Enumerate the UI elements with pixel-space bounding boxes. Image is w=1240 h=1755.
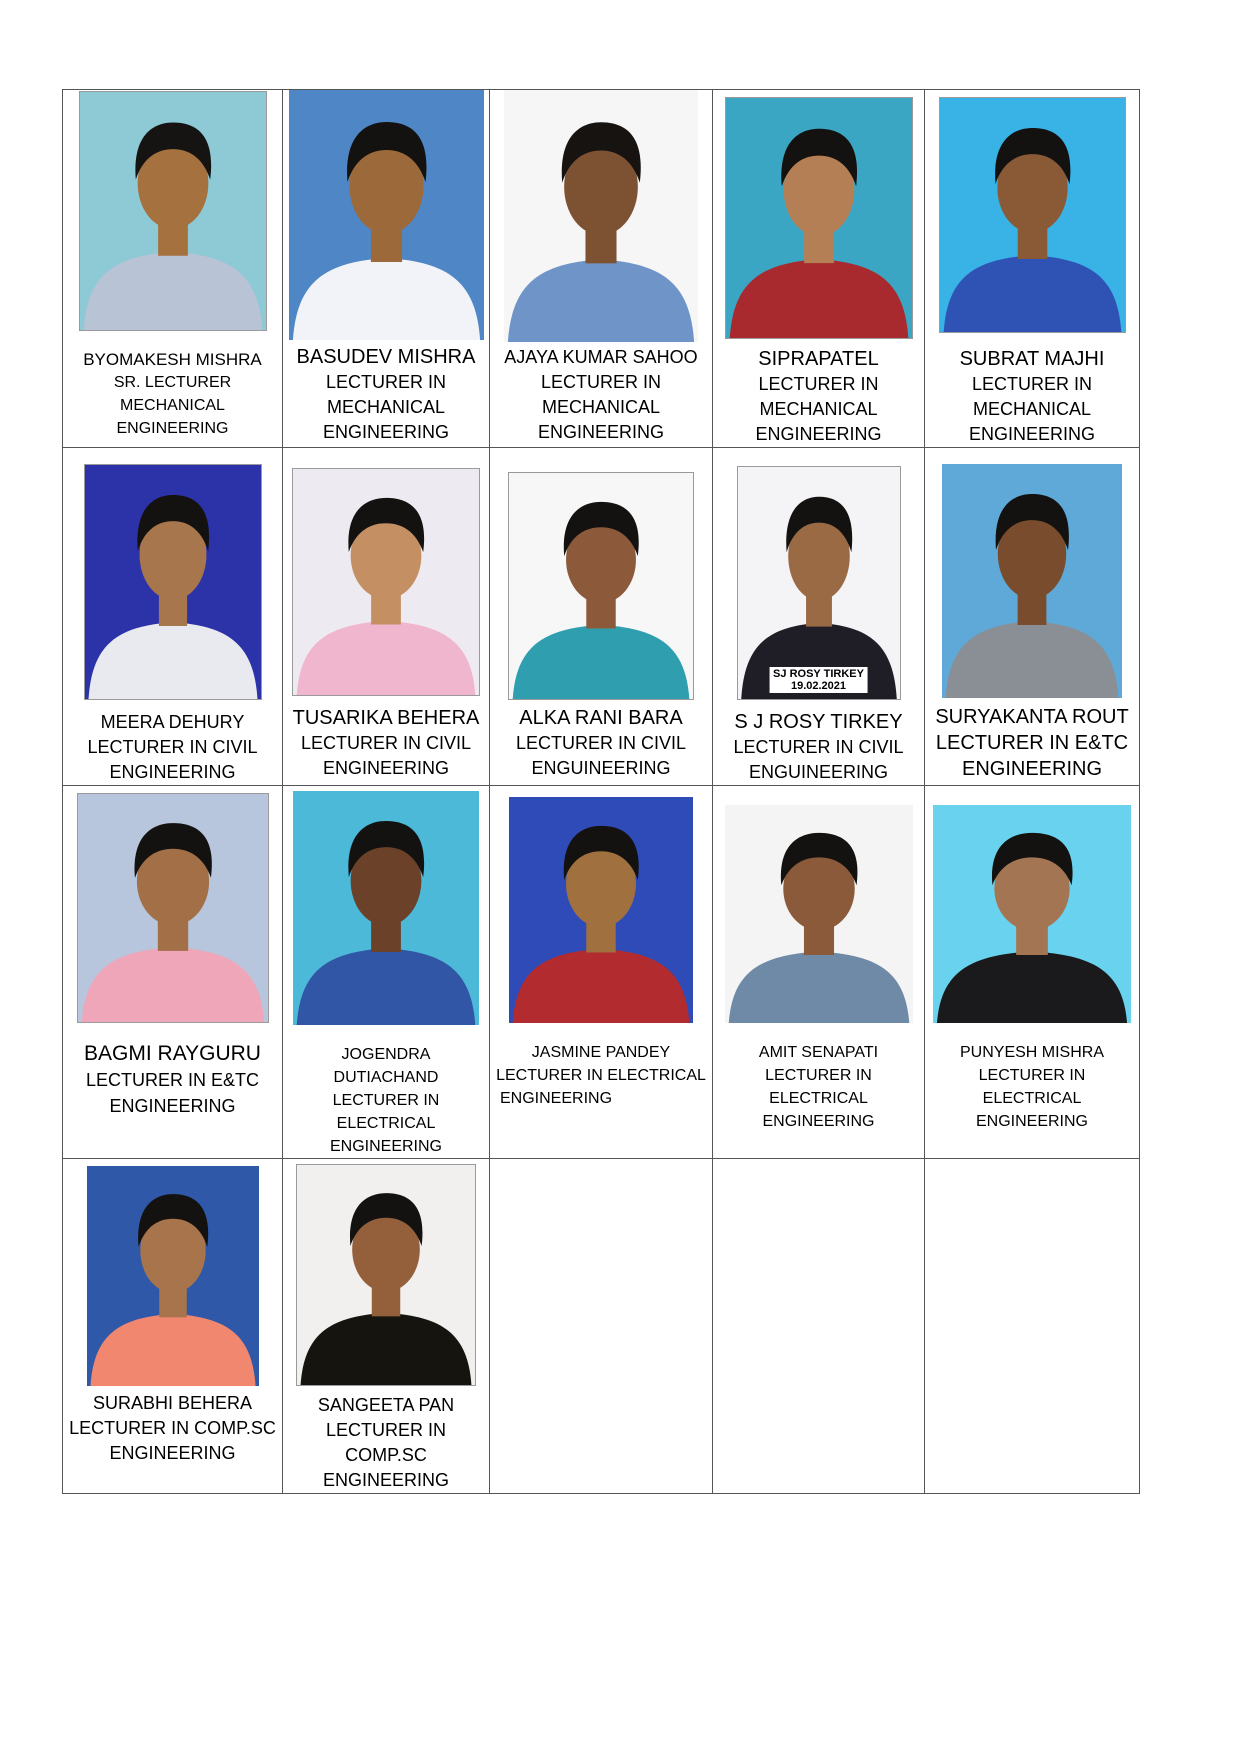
faculty-name: SIPRAPATEL: [758, 348, 879, 370]
faculty-photo: [292, 468, 480, 696]
faculty-department: MECHANICAL: [972, 399, 1092, 419]
faculty-designation: LECTURER IN COMP.SC: [69, 1418, 276, 1438]
faculty-card: [490, 90, 713, 448]
faculty-designation: LECTURER IN: [540, 372, 661, 392]
faculty-caption: [283, 1043, 489, 1158]
faculty-designation: LECTURER IN E&TC: [85, 1070, 260, 1090]
faculty-card: [490, 448, 713, 786]
faculty-name: JASMINE PANDEY: [531, 1044, 671, 1061]
faculty-name: SANGEETA PAN: [317, 1395, 455, 1415]
faculty-department: ENGINEERING: [109, 1443, 236, 1463]
faculty-name: TUSARIKA BEHERA: [292, 707, 480, 729]
faculty-designation: LECTURER IN CIVIL: [515, 733, 687, 753]
faculty-name: AJAYA KUMAR SAHOO: [504, 347, 698, 367]
faculty-department: ENGINEERING: [329, 1138, 442, 1155]
faculty-caption: [63, 348, 282, 440]
faculty-card: [490, 786, 713, 1159]
faculty-caption: [283, 1393, 489, 1493]
faculty-department: ENGINEERING: [109, 1096, 236, 1116]
faculty-row: [63, 90, 1140, 448]
faculty-designation: LECTURER IN CIVIL: [300, 733, 472, 753]
faculty-card: [63, 1159, 283, 1494]
faculty-photo: [504, 90, 698, 342]
faculty-name: SUBRAT MAJHI: [959, 348, 1105, 370]
faculty-caption: [283, 706, 489, 781]
faculty-designation: LECTURER IN E&TC: [935, 732, 1129, 754]
faculty-card: [925, 786, 1140, 1159]
faculty-department: ENGINEERING: [537, 422, 665, 442]
faculty-department: COMP.SC: [345, 1445, 427, 1465]
portrait-illustration: [289, 90, 484, 340]
faculty-caption: [490, 345, 712, 445]
faculty-designation: LECTURER IN: [765, 1067, 872, 1084]
portrait-illustration: [85, 465, 261, 699]
faculty-department: ENGINEERING: [322, 758, 450, 778]
faculty-photo: [725, 97, 913, 339]
faculty-card: [63, 448, 283, 786]
faculty-designation: LECTURER IN: [332, 1092, 440, 1109]
faculty-name: DUTIACHAND: [333, 1069, 439, 1086]
faculty-caption: [490, 706, 712, 781]
faculty-card: [713, 448, 925, 786]
portrait-illustration: [933, 805, 1131, 1023]
faculty-name: PUNYESH MISHRA: [959, 1044, 1105, 1061]
portrait-illustration: [297, 1165, 475, 1385]
faculty-name: JOGENDRA: [341, 1046, 431, 1063]
faculty-department: MECHANICAL: [326, 397, 446, 417]
faculty-caption: [713, 710, 924, 785]
faculty-name: ALKA RANI BARA: [519, 707, 683, 729]
faculty-department: MECHANICAL: [541, 397, 661, 417]
faculty-row: [63, 1159, 1140, 1494]
faculty-designation: LECTURER IN: [978, 1067, 1086, 1084]
faculty-department: ENGINEERING: [500, 1090, 613, 1107]
faculty-photo: [933, 805, 1131, 1023]
faculty-photo: [84, 464, 262, 700]
faculty-caption: [925, 1041, 1139, 1133]
faculty-designation: LECTURER IN: [325, 1420, 446, 1440]
faculty-department: MECHANICAL: [759, 399, 878, 419]
portrait-illustration: [942, 464, 1122, 698]
faculty-designation: LECTURER IN ELECTRICAL: [496, 1067, 706, 1084]
faculty-department: ELECTRICAL: [769, 1090, 868, 1107]
faculty-name: BASUDEV MISHRA: [296, 346, 476, 368]
faculty-photo: [87, 1166, 259, 1386]
faculty-photo: [508, 472, 694, 700]
faculty-department: ENGINEERING: [968, 424, 1096, 444]
faculty-designation: LECTURER IN: [758, 374, 879, 394]
faculty-caption: [490, 1041, 712, 1110]
portrait-illustration: [293, 791, 479, 1025]
empty-cell: [713, 1159, 925, 1494]
faculty-name: MEERA DEHURY: [100, 712, 245, 732]
faculty-photo: [737, 466, 901, 700]
faculty-caption: [925, 347, 1139, 447]
faculty-designation: LECTURER IN CIVIL: [87, 737, 258, 757]
faculty-department: ENGINEERING: [109, 762, 236, 782]
faculty-name: BYOMAKESH MISHRA: [83, 350, 262, 369]
faculty-designation: LECTURER IN CIVIL: [733, 737, 904, 757]
faculty-photo: [296, 1164, 476, 1386]
faculty-designation: LECTURER IN: [325, 372, 446, 392]
faculty-department: ENGUINEERING: [748, 762, 889, 782]
portrait-illustration: [80, 92, 266, 330]
faculty-department: ENGINEERING: [322, 1470, 450, 1490]
empty-cell: [925, 1159, 1140, 1494]
faculty-name: BAGMI RAYGURU: [84, 1042, 261, 1065]
faculty-photo: [942, 464, 1122, 698]
portrait-illustration: [726, 98, 912, 338]
faculty-caption: [63, 1041, 282, 1119]
faculty-row: [63, 448, 1140, 786]
faculty-department: ENGUINEERING: [531, 758, 671, 778]
faculty-grid: [62, 89, 1140, 1494]
photo-name-tag: SJ ROSY TIRKEY 19.02.2021: [769, 667, 868, 693]
faculty-card: [283, 90, 490, 448]
faculty-department: ELECTRICAL: [336, 1115, 436, 1132]
faculty-card: [713, 786, 925, 1159]
portrait-illustration: [725, 805, 913, 1023]
faculty-card: [925, 90, 1140, 448]
faculty-name: SURABHI BEHERA: [92, 1393, 253, 1413]
faculty-card: [63, 786, 283, 1159]
faculty-photo: [293, 791, 479, 1025]
faculty-name: AMIT SENAPATI: [758, 1044, 879, 1061]
faculty-department: ENGINEERING: [755, 424, 882, 444]
faculty-department: MECHANICAL: [120, 397, 225, 414]
portrait-illustration: [940, 98, 1125, 332]
portrait-illustration: [87, 1166, 259, 1386]
portrait-illustration: [509, 473, 693, 699]
faculty-department: ENGINEERING: [762, 1113, 875, 1130]
faculty-photo: [725, 805, 913, 1023]
faculty-name: S J ROSY TIRKEY: [734, 711, 903, 733]
faculty-card: [713, 90, 925, 448]
faculty-department: ENGINEERING: [322, 422, 450, 442]
faculty-caption: [713, 347, 924, 447]
portrait-illustration: [293, 469, 479, 695]
faculty-caption: [925, 704, 1139, 782]
faculty-department: ENGINEERING: [116, 420, 229, 437]
faculty-card: [63, 90, 283, 448]
portrait-illustration: [78, 794, 268, 1022]
faculty-row: [63, 786, 1140, 1159]
faculty-department: ELECTRICAL: [982, 1090, 1082, 1107]
faculty-caption: [63, 710, 282, 785]
empty-cell: [490, 1159, 713, 1494]
faculty-department: ENGINEERING: [975, 1113, 1088, 1130]
faculty-photo: [79, 91, 267, 331]
faculty-designation: LECTURER IN: [971, 374, 1092, 394]
faculty-photo: [939, 97, 1126, 333]
faculty-photo: [289, 90, 484, 340]
faculty-card: [283, 1159, 490, 1494]
faculty-name: SURYAKANTA ROUT: [935, 706, 1129, 728]
faculty-designation: SR. LECTURER: [113, 374, 232, 391]
faculty-photo: [509, 797, 693, 1023]
faculty-caption: [713, 1041, 924, 1133]
faculty-department: ENGINEERING: [961, 758, 1103, 780]
faculty-caption: [63, 1391, 282, 1466]
portrait-illustration: [504, 90, 698, 342]
faculty-card: [283, 448, 490, 786]
faculty-caption: [283, 345, 489, 445]
faculty-card: [925, 448, 1140, 786]
faculty-card: [283, 786, 490, 1159]
portrait-illustration: [509, 797, 693, 1023]
portrait-illustration: [738, 467, 900, 699]
faculty-photo: [77, 793, 269, 1023]
